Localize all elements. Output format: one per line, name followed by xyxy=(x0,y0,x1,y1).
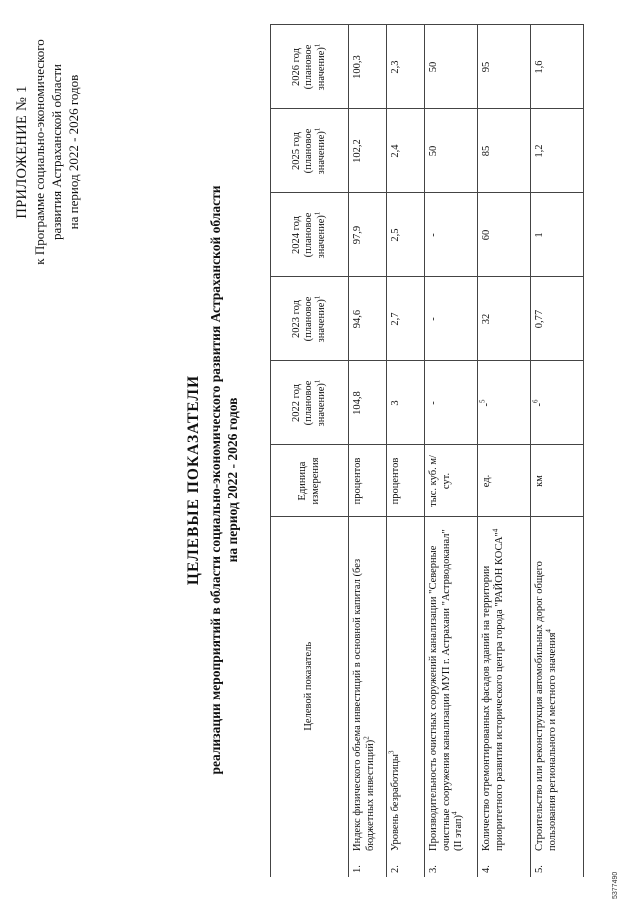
row-value-2026: 95 xyxy=(478,25,531,109)
row-value-2025: 2,4 xyxy=(387,109,425,193)
table-row xyxy=(531,25,584,877)
row-value-2025: 102,2 xyxy=(349,109,387,193)
appendix-line-3: на период 2022 - 2026 годов xyxy=(66,74,81,230)
row-value-2025: 85 xyxy=(478,109,531,193)
row-unit: процентов xyxy=(387,445,425,517)
table-row xyxy=(349,25,387,877)
header-number xyxy=(271,855,349,877)
document-heading xyxy=(185,155,241,805)
header-2025: 2025 год (плановое значение)$^1$ xyxy=(271,109,349,193)
row-value-2022: 3 xyxy=(387,361,425,445)
heading-line-3: на период 2022 - 2026 годов xyxy=(225,397,240,563)
row-number: 2. xyxy=(387,855,425,877)
row-number: 5. xyxy=(531,855,584,877)
header-2022: 2022 год (плановое значение)$^1$ xyxy=(271,361,349,445)
header-indicator: Целевой показатель xyxy=(271,517,349,855)
row-unit: км xyxy=(531,445,584,517)
row-number: 1. xyxy=(349,855,387,877)
row-value-2026: 50 xyxy=(425,25,478,109)
row-value-2023: - xyxy=(425,277,478,361)
row-number: 3. xyxy=(425,855,478,877)
row-unit: тыс. куб. м/сут. xyxy=(425,445,478,517)
header-2023: 2023 год (плановое значение)$^1$ xyxy=(271,277,349,361)
heading-line-2: реализации мероприятий в области социально-экономического развития Астраханской области xyxy=(208,185,223,775)
row-value-2023: 2,7 xyxy=(387,277,425,361)
row-value-2023: 94,6 xyxy=(349,277,387,361)
row-value-2026: 1,6 xyxy=(531,25,584,109)
appendix-line-1: к Программе социально-экономического xyxy=(32,39,47,265)
appendix-title: ПРИЛОЖЕНИЕ № 1 xyxy=(14,85,30,219)
document-code: 5377490 xyxy=(612,871,619,899)
row-number: 4. xyxy=(478,855,531,877)
table-row xyxy=(425,25,478,877)
appendix-block xyxy=(14,11,82,293)
appendix-line-2: развития Астраханской области xyxy=(49,64,64,240)
row-indicator: Количество отремонтированных фасадов зданий на территории приоритетного развития исторического центра города "РАЙОН КОСА"$^4$ xyxy=(478,517,531,855)
row-indicator: Строительство или реконструкция автомобильных дорог общего пользования регионального и местного значения$^4$ xyxy=(531,517,584,855)
table-header-row xyxy=(271,25,349,877)
row-indicator: Индекс физического объема инвестиций в основной капитал (без бюджетных инвестиций)$^2$ xyxy=(349,517,387,855)
row-value-2023: 32 xyxy=(478,277,531,361)
header-unit: Единица измерения xyxy=(271,445,349,517)
row-value-2024: 97,9 xyxy=(349,193,387,277)
row-value-2024: 1 xyxy=(531,193,584,277)
heading-main: ЦЕЛЕВЫЕ ПОКАЗАТЕЛИ xyxy=(185,374,202,586)
row-indicator: Производительность очистных сооружений канализации "Северные очистные сооружения канализации МУП г. Астрахани "Астрводоканал" (II этап)$^4$ xyxy=(425,517,478,855)
header-2024: 2024 год (плановое значение)$^1$ xyxy=(271,193,349,277)
row-unit: процентов xyxy=(349,445,387,517)
row-value-2026: 100,3 xyxy=(349,25,387,109)
row-indicator: Уровень безработицы$^3$ xyxy=(387,517,425,855)
row-value-2022: - xyxy=(425,361,478,445)
row-value-2022: 104,8 xyxy=(349,361,387,445)
row-unit: ед. xyxy=(478,445,531,517)
table-row xyxy=(478,25,531,877)
indicators-table xyxy=(270,25,584,878)
row-value-2022: -$^5$ xyxy=(478,361,531,445)
row-value-2024: 60 xyxy=(478,193,531,277)
row-value-2022: -$^6$ xyxy=(531,361,584,445)
row-value-2025: 50 xyxy=(425,109,478,193)
row-value-2026: 2,3 xyxy=(387,25,425,109)
row-value-2025: 1,2 xyxy=(531,109,584,193)
row-value-2024: - xyxy=(425,193,478,277)
header-2026: 2026 год (плановое значение)$^1$ xyxy=(271,25,349,109)
row-value-2024: 2,5 xyxy=(387,193,425,277)
table-row xyxy=(387,25,425,877)
row-value-2023: 0,77 xyxy=(531,277,584,361)
